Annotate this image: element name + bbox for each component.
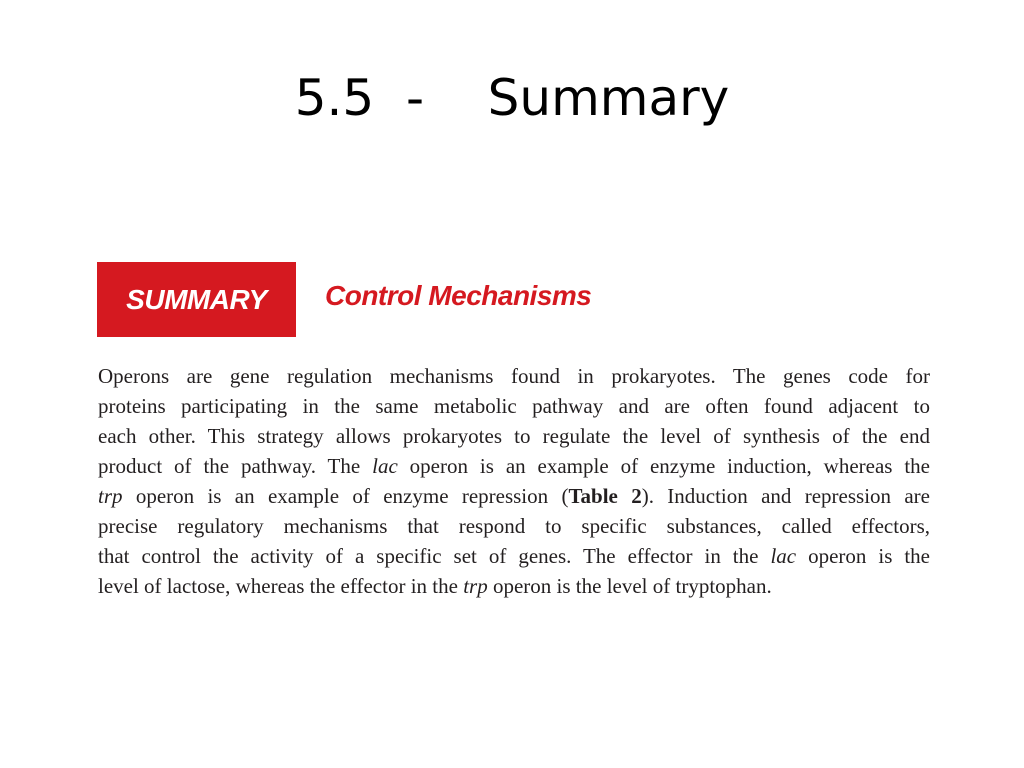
paragraph-line [98, 481, 930, 511]
italic-term: trp [463, 574, 488, 598]
paragraph-line [98, 361, 930, 391]
text-run: operon is the [796, 544, 930, 568]
text-run: each other. This strategy allows prokaryotes to regulate the level of synthesis of the end [98, 424, 930, 448]
text-run: Operons are gene regulation mechanisms found in prokaryotes. The genes code for [98, 364, 930, 388]
slide-title: 5.5 - Summary [294, 69, 730, 127]
summary-badge: SUMMARY [97, 262, 296, 337]
text-run: that control the activity of a specific set of genes. The effector in the [98, 544, 771, 568]
italic-term: lac [770, 544, 797, 568]
section-heading: Control Mechanisms [325, 280, 592, 311]
text-run: product of the pathway. The [98, 454, 373, 478]
summary-paragraph [98, 361, 930, 601]
text-run: operon is an example of enzyme induction, whereas the [397, 454, 931, 478]
italic-term: trp [98, 484, 123, 508]
text-run: proteins participating in the same metabolic pathway and are often found adjacent to [98, 394, 930, 418]
text-run: operon is the level of tryptophan. [487, 574, 772, 598]
paragraph-line [98, 391, 930, 421]
text-run: precise regulatory mechanisms that respond to specific substances, called effectors, [98, 514, 930, 538]
paragraph-line [98, 541, 930, 571]
italic-term: lac [372, 454, 398, 478]
paragraph-line [98, 421, 930, 451]
paragraph-line [98, 451, 930, 481]
text-run: ). Induction and repression are [641, 484, 930, 508]
paragraph-line [98, 511, 930, 541]
text-run: operon is an example of enzyme repression ( [122, 484, 569, 508]
table-reference: Table 2 [568, 484, 642, 508]
paragraph-line [98, 571, 930, 601]
text-run: level of lactose, whereas the effector in the [98, 574, 464, 598]
